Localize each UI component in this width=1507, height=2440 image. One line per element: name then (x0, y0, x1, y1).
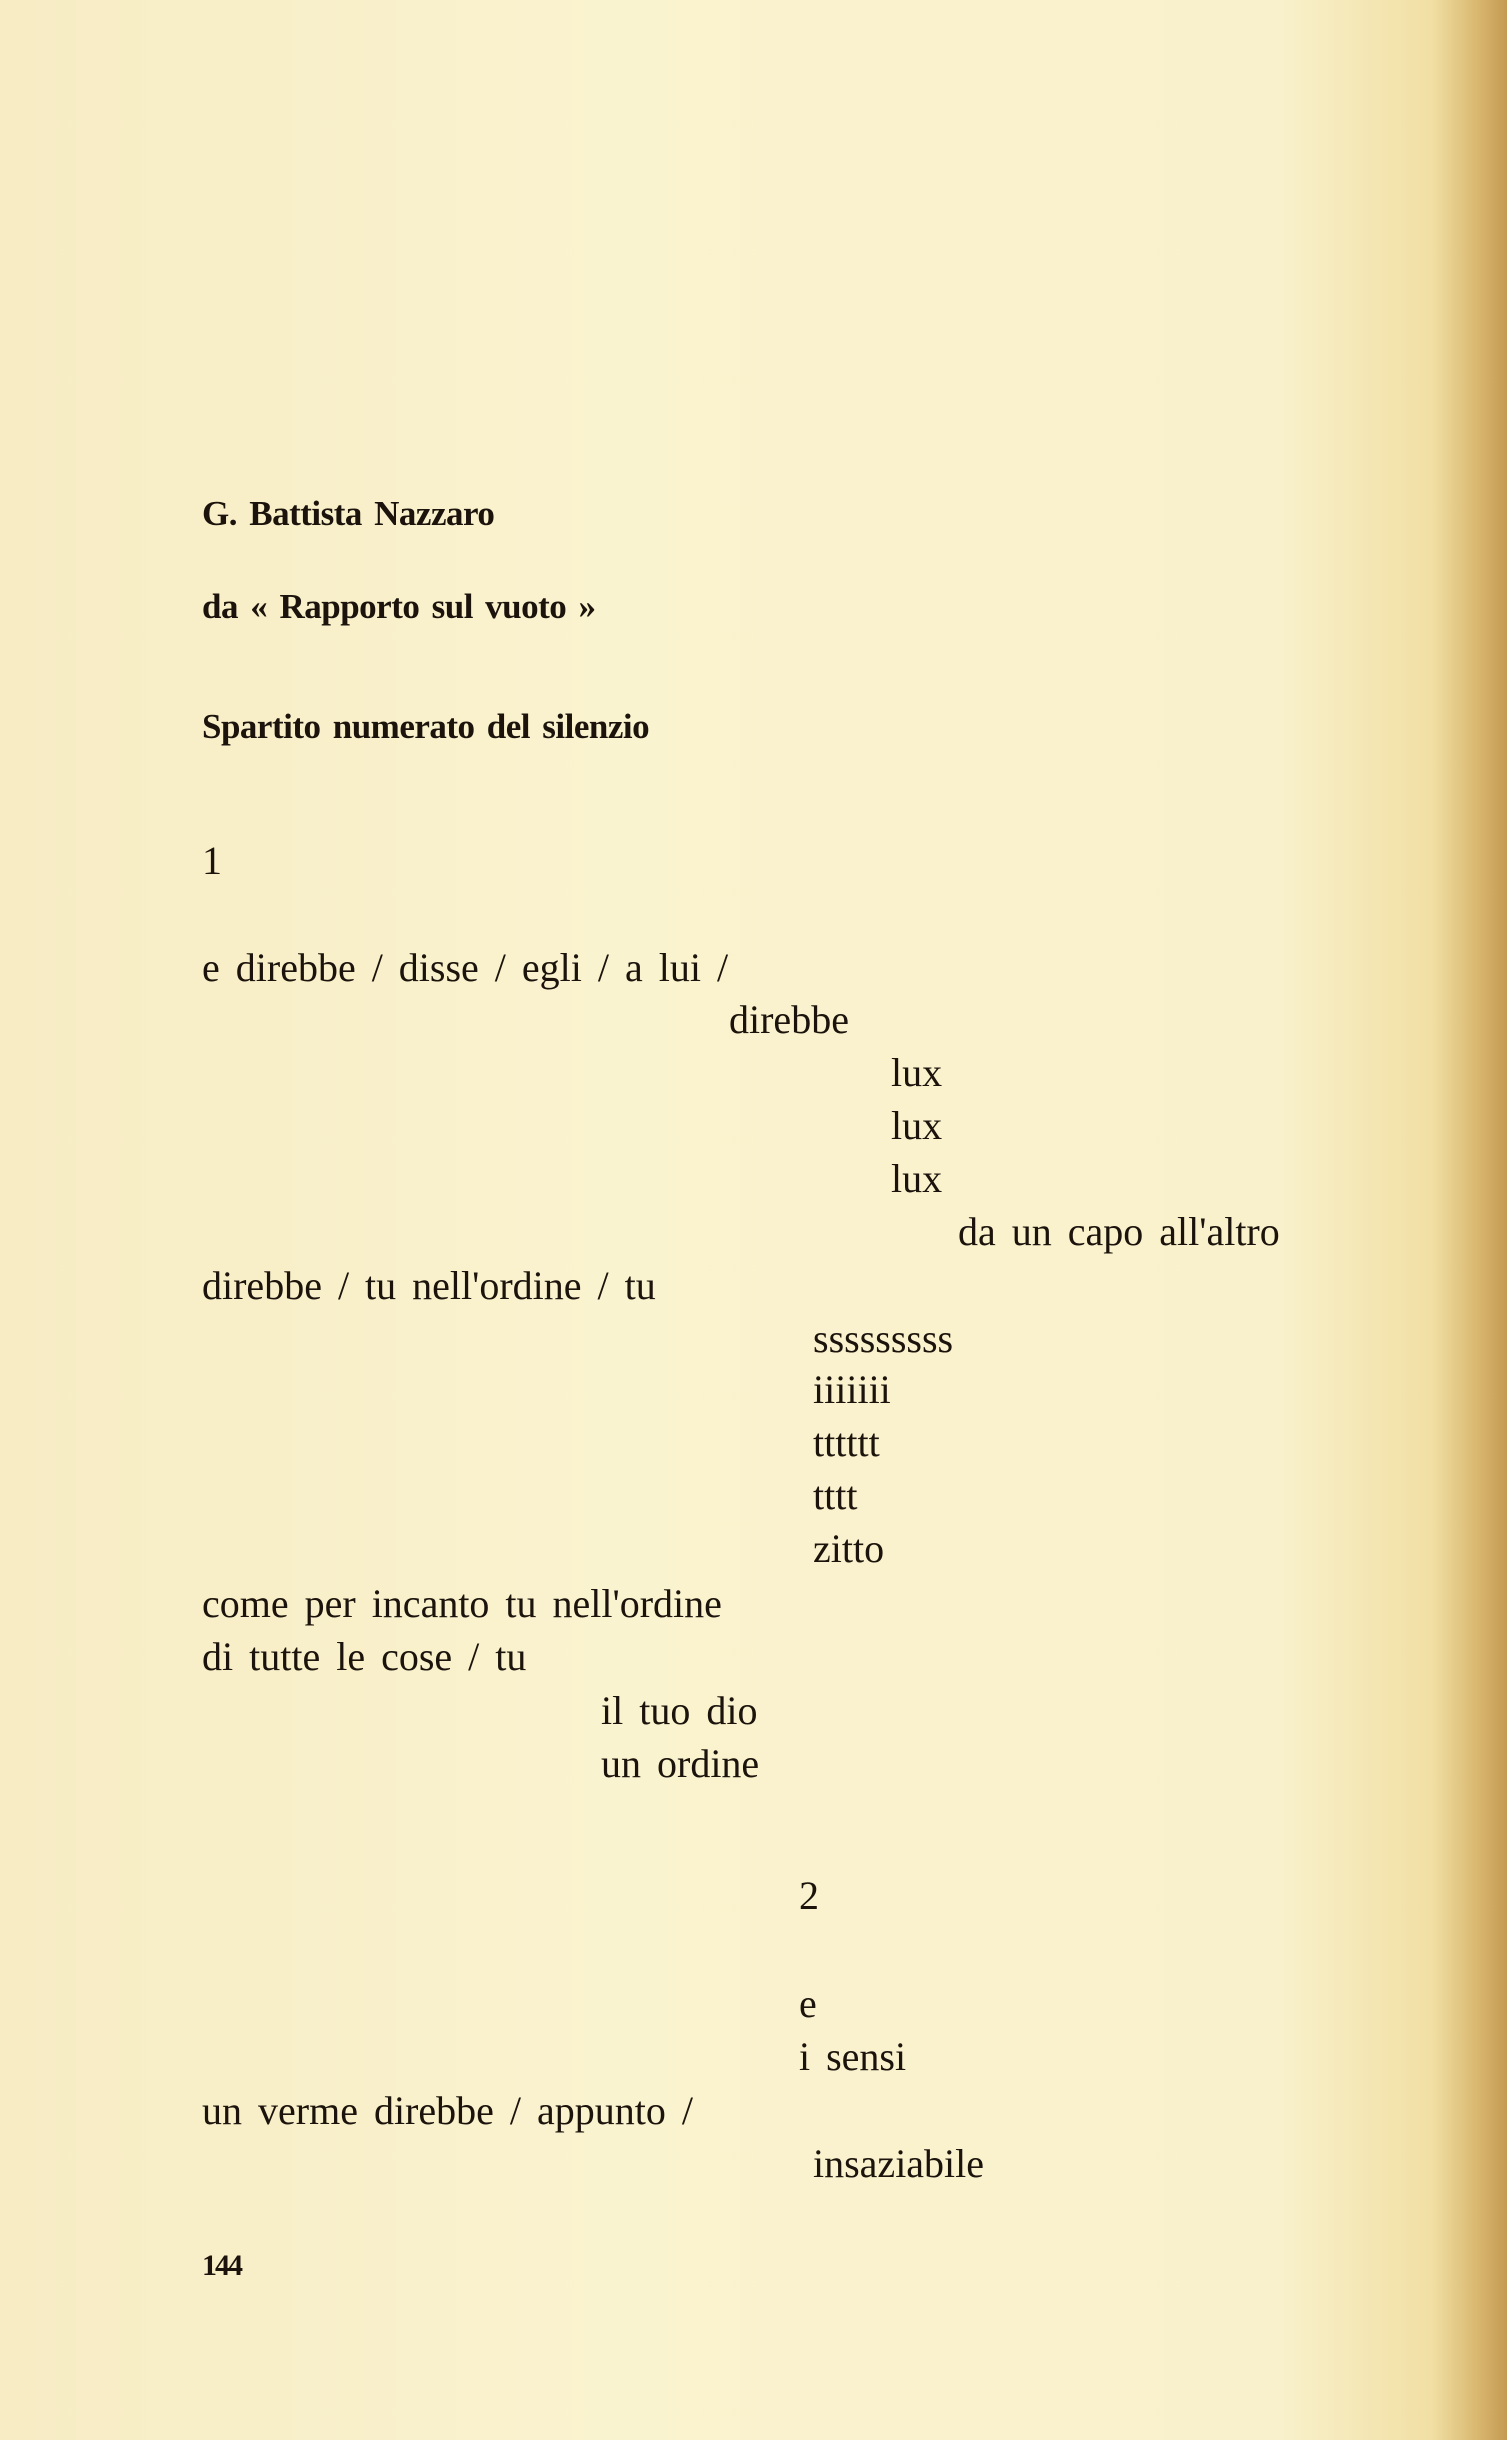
poem-line: direbbe / tu nell'ordine / tu (202, 1263, 656, 1308)
poem-line: insaziabile (813, 2141, 985, 2186)
poem-line: lux (891, 1050, 943, 1095)
section-number: 2 (799, 1873, 819, 1918)
section-number: 1 (202, 838, 222, 883)
source-title: da « Rapporto sul vuoto » (202, 587, 596, 626)
poem-line: di tutte le cose / tu (202, 1634, 527, 1679)
poem-line: sssssssss (813, 1316, 954, 1361)
poem-line: iiiiiii (813, 1367, 891, 1412)
poem-line: lux (891, 1156, 943, 1201)
poem-line: un verme direbbe / appunto / (202, 2088, 693, 2133)
poem-line: il tuo dio (601, 1688, 758, 1733)
poem-line: direbbe (729, 997, 849, 1042)
poem-line: lux (891, 1103, 943, 1148)
page-number: 144 (202, 2249, 241, 2282)
poem-line: e (799, 1981, 817, 2026)
poem-line: e direbbe / disse / egli / a lui / (202, 945, 729, 990)
poem-line: da un capo all'altro (958, 1209, 1280, 1254)
poem-line: tttt (813, 1473, 858, 1518)
author-name: G. Battista Nazzaro (202, 494, 495, 533)
poem-line: i sensi (799, 2034, 907, 2079)
poem-line: tttttt (813, 1420, 880, 1465)
poem-line: zitto (813, 1526, 885, 1571)
poem-title: Spartito numerato del silenzio (202, 707, 650, 746)
poem-line: come per incanto tu nell'ordine (202, 1581, 722, 1626)
poem-line: un ordine (601, 1741, 760, 1786)
